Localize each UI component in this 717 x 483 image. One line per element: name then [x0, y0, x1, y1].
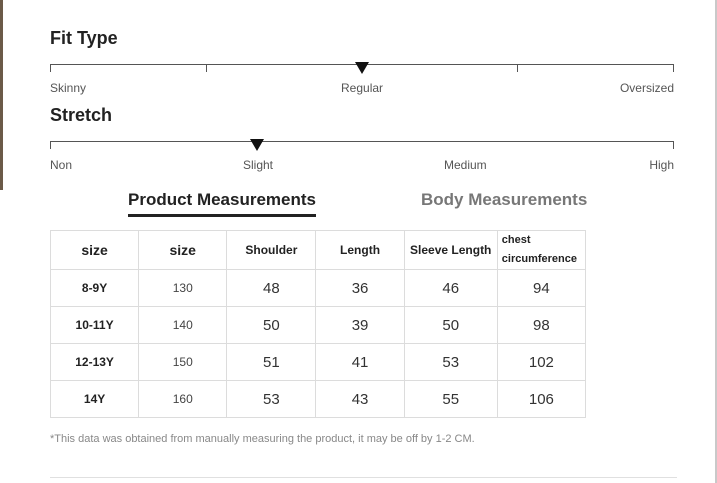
stretch-label-high: High: [649, 158, 674, 172]
stretch-selected-marker: [250, 139, 264, 151]
cell-sleeve-length: 46: [404, 270, 497, 307]
cell-size: 140: [139, 307, 227, 344]
table-row: [51, 270, 586, 307]
cell-shoulder: 53: [227, 381, 316, 418]
tab-body-measurements[interactable]: Body Measurements: [421, 190, 588, 209]
cell-sleeve-length: 50: [404, 307, 497, 344]
cell-sleeve-length: 53: [404, 344, 497, 381]
cell-age-size: 8-9Y: [51, 270, 139, 307]
cell-length: 43: [316, 381, 404, 418]
stretch-label-non: Non: [50, 158, 73, 172]
stretch-scale: [50, 141, 674, 181]
fit-type-selected-marker: [355, 62, 369, 74]
left-edge-strip: [0, 0, 3, 190]
fit-type-label-regular: Regular: [341, 81, 384, 95]
stretch-title: Stretch: [50, 105, 113, 125]
stretch-scale-line: [50, 141, 674, 142]
table-header-row: [51, 231, 586, 270]
measurement-tabs: [0, 190, 717, 220]
header-chest-line2: circumference: [501, 253, 578, 265]
cell-length: 36: [316, 270, 404, 307]
stretch-tick: [673, 141, 674, 149]
cell-shoulder: 51: [227, 344, 316, 381]
table-row: [51, 344, 586, 381]
cell-length: 39: [316, 307, 404, 344]
header-shoulder: Shoulder: [227, 231, 316, 270]
cell-shoulder: 50: [227, 307, 316, 344]
stretch-label-slight: Slight: [243, 158, 274, 172]
fit-type-label-oversized: Oversized: [619, 81, 674, 95]
cell-size: 150: [139, 344, 227, 381]
cell-size: 130: [139, 270, 227, 307]
cell-chest: 98: [497, 307, 585, 344]
cell-size: 160: [139, 381, 227, 418]
cell-shoulder: 48: [227, 270, 316, 307]
stretch-tick: [50, 141, 51, 149]
header-length: Length: [316, 231, 404, 270]
header-size-number: size: [139, 231, 227, 270]
header-size-age: size: [51, 231, 139, 270]
fit-type-tick: [50, 64, 51, 72]
table-row: [51, 307, 586, 344]
cell-length: 41: [316, 344, 404, 381]
cell-age-size: 12-13Y: [51, 344, 139, 381]
fit-type-scale: [50, 64, 674, 104]
cell-age-size: 14Y: [51, 381, 139, 418]
fit-type-tick: [673, 64, 674, 72]
size-table: [50, 230, 586, 418]
fit-type-title: Fit Type: [50, 28, 118, 48]
cell-sleeve-length: 55: [404, 381, 497, 418]
header-chest-circumference: [497, 231, 585, 270]
cell-chest: 106: [497, 381, 585, 418]
tab-product-measurements[interactable]: Product Measurements: [128, 190, 316, 217]
header-sleeve-length: Sleeve Length: [404, 231, 497, 270]
fit-type-tick: [206, 64, 207, 72]
bottom-divider: [50, 477, 677, 478]
cell-age-size: 10-11Y: [51, 307, 139, 344]
stretch-label-medium: Medium: [444, 158, 487, 172]
measurement-disclaimer: *This data was obtained from manually measuring the product, it may be off by 1-2 CM.: [50, 433, 475, 445]
header-chest-line1: chest: [501, 234, 531, 246]
cell-chest: 102: [497, 344, 585, 381]
table-row: [51, 381, 586, 418]
fit-type-label-skinny: Skinny: [50, 81, 87, 95]
cell-chest: 94: [497, 270, 585, 307]
fit-type-tick: [517, 64, 518, 72]
